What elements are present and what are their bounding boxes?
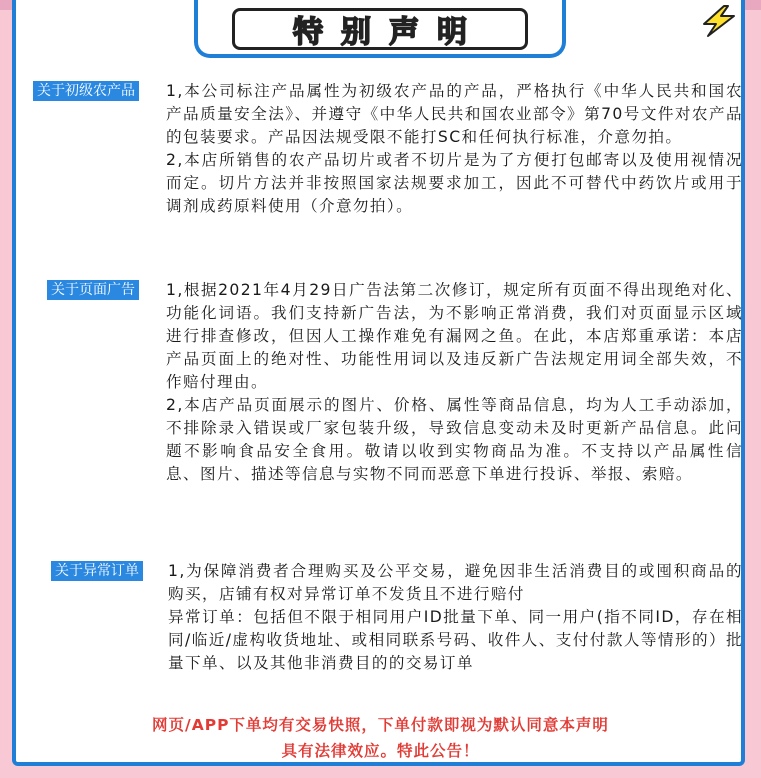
footer-line: 具有法律效应。特此公告！ <box>281 742 480 760</box>
footer-notice <box>40 712 721 764</box>
paragraph: 1,根据2021年4月29日广告法第二次修订，规定所有页面不得出现绝对化、功能化词语。我们支持新广告法，为不影响正常消费，我们对页面显示区域进行排查修改，但因人工操作难免有漏网之鱼。在此，本店郑重承诺：本店产品页面上的绝对性、功能性用词以及违反新广告法规定用词全部失效，不作赔付理由。 <box>166 281 743 391</box>
title-box <box>232 8 528 50</box>
footer-line: 网页/APP下单均有交易快照，下单付款即视为默认同意本声明 <box>152 716 609 734</box>
paragraph: 2,本店产品页面展示的图片、价格、属性等商品信息，均为人工手动添加，不排除录入错误或厂家包装升级，导致信息变动未及时更新产品信息。此问题不影响食品安全食用。敬请以收到实物商品为准。不支持以产品属性信息、图片、描述等信息与实物不同而恶意下单进行投诉、举报、索赔。 <box>166 396 743 483</box>
section-text <box>166 279 743 486</box>
section-tag: 关于异常订单 <box>51 561 143 581</box>
paragraph: 2,本店所销售的农产品切片或者不切片是为了方便打包邮寄以及使用视情况而定。切片方法并非按照国家法规要求加工，因此不可替代中药饮片或用于调剂成药原料使用（介意勿拍）。 <box>166 151 743 215</box>
page-title: 特别声明 <box>293 15 485 50</box>
section-text <box>166 80 743 218</box>
section-text <box>168 560 743 675</box>
paragraph: 1,本公司标注产品属性为初级农产品的产品，严格执行《中华人民共和国农产品质量安全法》、并遵守《中华人民共和国农业部令》第70号文件对农产品的包装要求。产品因法规受限不能打SC和任何执行标准，介意勿拍。 <box>166 82 743 146</box>
paragraph: 1,为保障消费者合理购买及公平交易，避免因非生活消费目的或囤积商品的购买，店铺有权对异常订单不发货且不进行赔付 <box>168 562 743 603</box>
section-tag: 关于初级农产品 <box>33 81 139 101</box>
lightning-icon <box>694 4 740 38</box>
section-tag: 关于页面广告 <box>47 280 139 300</box>
paragraph: 异常订单：包括但不限于相同用户ID批量下单、同一用户(指不同ID，存在相同/临近/虚构收货地址、或相同联系号码、收件人、支付付款人等情形的）批量下单、以及其他非消费目的的交易订单 <box>168 608 743 672</box>
